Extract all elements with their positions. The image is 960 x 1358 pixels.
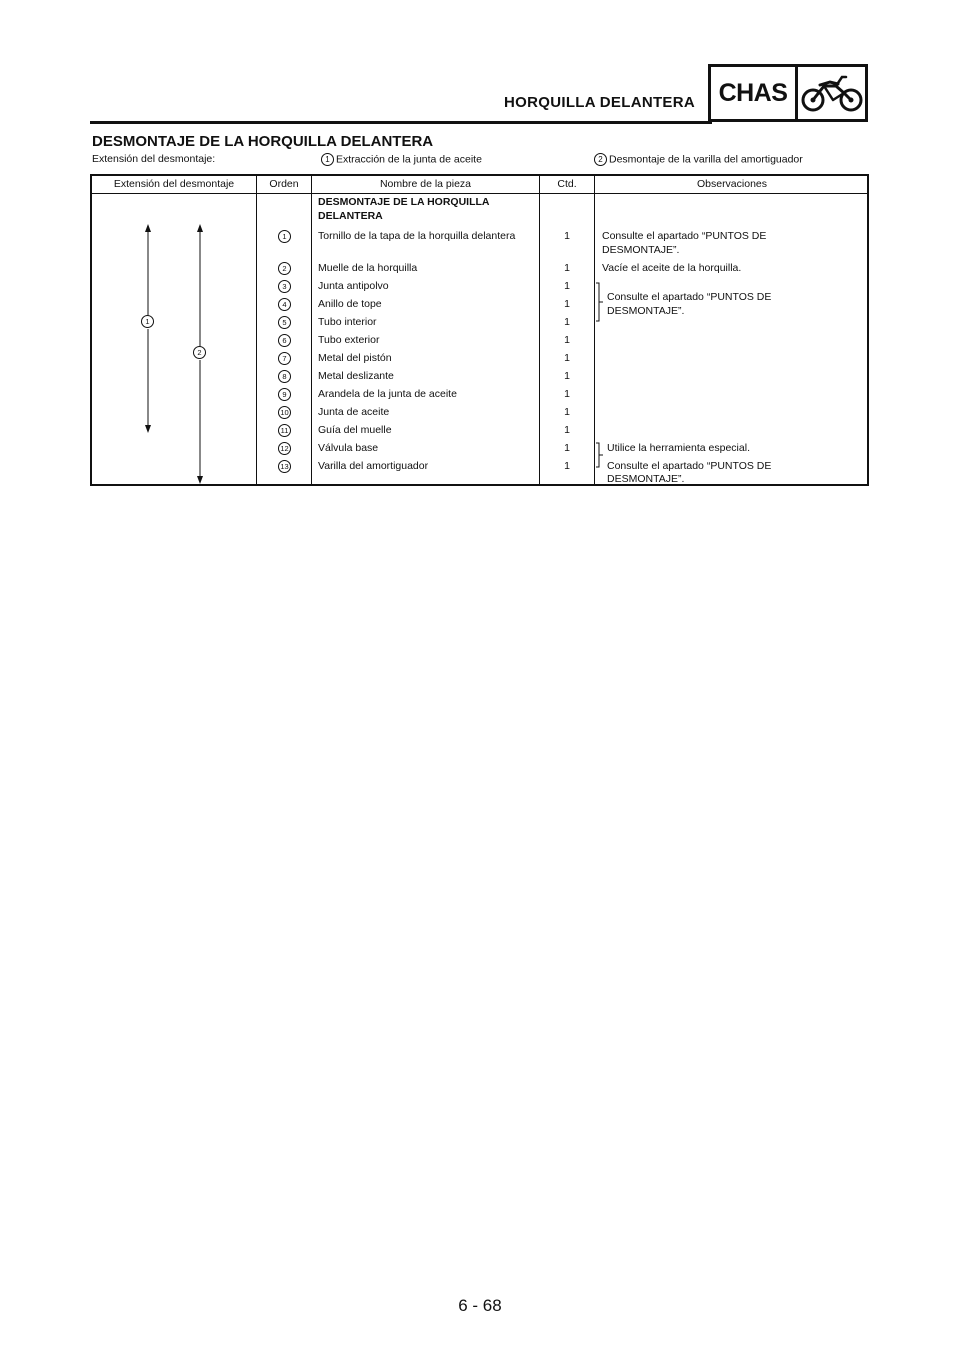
motorcycle-icon	[798, 67, 865, 119]
extent-arrows	[92, 194, 256, 486]
part-name: Metal del pistón	[318, 352, 392, 364]
page-title: DESMONTAJE DE LA HORQUILLA DELANTERA	[92, 133, 434, 150]
arrow-down-icon	[197, 476, 203, 484]
part-name: Tubo exterior	[318, 334, 380, 346]
section-title: HORQUILLA DELANTERA	[504, 94, 695, 111]
part-qty: 1	[564, 406, 570, 418]
remark-bracket	[592, 440, 606, 470]
part-name: Tornillo de la tapa de la horquilla delantera	[318, 230, 516, 242]
part-name: Anillo de tope	[318, 298, 382, 310]
arrow-down-icon	[145, 425, 151, 433]
marker-1-icon: 1	[321, 153, 334, 166]
group-title-line1: DESMONTAJE DE LA HORQUILLA	[318, 196, 490, 208]
part-qty: 1	[564, 230, 570, 242]
remark-line: Consulte el apartado “PUNTOS DE	[607, 460, 772, 472]
order-marker-icon: 8	[278, 370, 291, 383]
remark-line: DESMONTAJE”.	[607, 305, 685, 317]
part-qty: 1	[564, 442, 570, 454]
part-name: Metal deslizante	[318, 370, 394, 382]
remark-line: Consulte el apartado “PUNTOS DE	[602, 230, 767, 242]
chapter-badge-label: CHAS	[711, 67, 798, 119]
header-part-name: Nombre de la pieza	[379, 178, 472, 190]
part-qty: 1	[564, 334, 570, 346]
remark-line: Vacíe el aceite de la horquilla.	[602, 262, 742, 274]
part-name: Tubo interior	[318, 316, 377, 328]
header-order: Orden	[269, 178, 299, 190]
marker-2-icon: 2	[594, 153, 607, 166]
part-name: Junta de aceite	[318, 406, 390, 418]
column-divider	[256, 176, 257, 484]
order-marker-icon: 2	[278, 262, 291, 275]
column-divider	[594, 176, 595, 484]
part-qty: 1	[564, 370, 570, 382]
order-marker-icon: 10	[278, 406, 291, 419]
extent-item-1	[321, 153, 482, 166]
order-marker-icon: 9	[278, 388, 291, 401]
extent-label: Extensión del desmontaje:	[92, 153, 216, 165]
part-qty: 1	[564, 424, 570, 436]
part-qty: 1	[564, 352, 570, 364]
remark-bracket	[592, 280, 606, 324]
order-marker-icon: 7	[278, 352, 291, 365]
column-divider	[539, 176, 540, 484]
order-marker-icon: 5	[278, 316, 291, 329]
order-marker-icon: 11	[278, 424, 291, 437]
extent-marker-2-icon: 2	[193, 346, 206, 359]
header-remarks: Observaciones	[696, 178, 768, 190]
extent-marker-1-icon: 1	[141, 315, 154, 328]
arrow-up-icon	[145, 224, 151, 232]
order-marker-icon: 13	[278, 460, 291, 473]
header-qty: Ctd.	[557, 178, 577, 190]
order-marker-icon: 4	[278, 298, 291, 311]
part-qty: 1	[564, 298, 570, 310]
group-title-line2: DELANTERA	[318, 210, 383, 222]
extent-item-1-text: Extracción de la junta de aceite	[336, 153, 482, 166]
remark-line: DESMONTAJE”.	[602, 244, 680, 256]
order-marker-icon: 6	[278, 334, 291, 347]
chapter-badge	[708, 64, 868, 122]
header-rule	[90, 121, 712, 124]
remark-line: DESMONTAJE”.	[607, 473, 685, 485]
part-name: Muelle de la horquilla	[318, 262, 418, 274]
arrow-up-icon	[197, 224, 203, 232]
part-qty: 1	[564, 262, 570, 274]
extent-item-2	[594, 153, 803, 166]
part-name: Válvula base	[318, 442, 379, 454]
part-name: Arandela de la junta de aceite	[318, 388, 457, 400]
page-number: 6 - 68	[458, 1296, 502, 1315]
order-marker-icon: 3	[278, 280, 291, 293]
column-divider	[311, 176, 312, 484]
part-qty: 1	[564, 460, 570, 472]
part-qty: 1	[564, 280, 570, 292]
extent-item-2-text: Desmontaje de la varilla del amortiguador	[609, 153, 803, 166]
part-name: Junta antipolvo	[318, 280, 389, 292]
disassembly-table	[90, 174, 869, 486]
part-name: Varilla del amortiguador	[318, 460, 429, 472]
part-qty: 1	[564, 316, 570, 328]
remark-line: Consulte el apartado “PUNTOS DE	[607, 291, 772, 303]
part-qty: 1	[564, 388, 570, 400]
part-name: Guía del muelle	[318, 424, 392, 436]
header-extent: Extensión del desmontaje	[113, 178, 235, 190]
order-marker-icon: 12	[278, 442, 291, 455]
order-marker-icon: 1	[278, 230, 291, 243]
remark-line: Utilice la herramienta especial.	[607, 442, 750, 454]
